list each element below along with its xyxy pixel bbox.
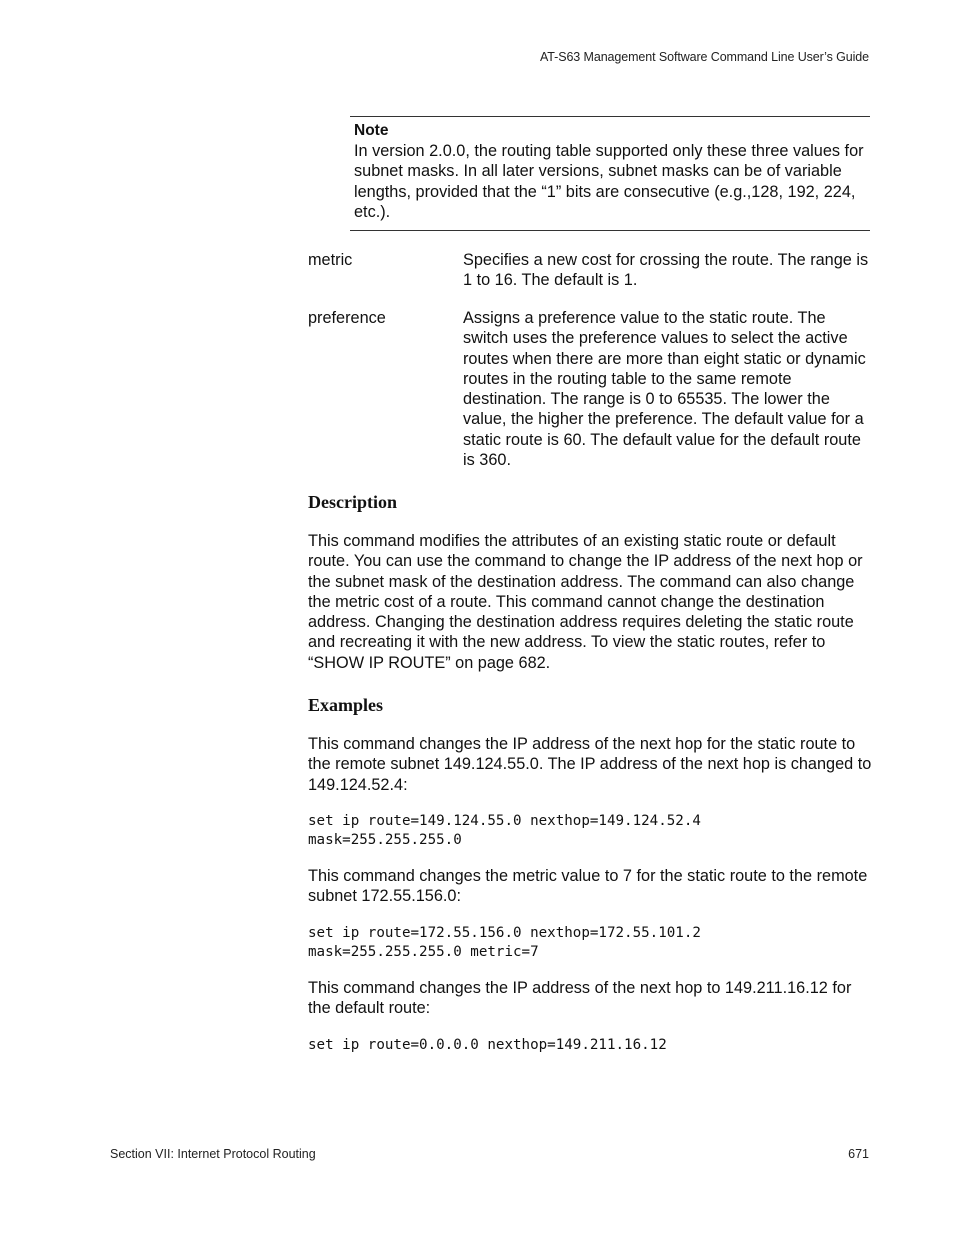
param-name: metric xyxy=(308,251,353,269)
description-heading: Description xyxy=(308,492,397,512)
param-description: Assigns a preference value to the static route. The switch uses the preference values to select the active routes when there are more than eight static or dynamic routes in the routing table to the same remote destination. The range is 0 to 65535. The lower the value, the higher the preference. The default value for a static route is 60. The default value for the default route is 360. xyxy=(463,309,866,470)
description-text: This command modifies the attributes of an existing static route or default route. You can use the command to change the IP address of the next hop or the subnet mask of the destination address. The command can also change the metric cost of a route. This command cannot change the destination address. Changing the destination address requires deleting the static route and recreating it with the new address. To view the static routes, refer to “SHOW IP ROUTE” on page 682. xyxy=(308,532,863,672)
example-text: This command changes the IP address of the next hop to 149.211.16.12 for the default route: xyxy=(308,979,852,1018)
example-code: set ip route=149.124.55.0 nexthop=149.124.52.4 mask=255.255.255.0 xyxy=(308,813,701,848)
running-header: AT-S63 Management Software Command Line User’s Guide xyxy=(540,50,869,64)
example-text: This command changes the metric value to 7 for the static route to the remote subnet 172.55.156.0: xyxy=(308,867,868,906)
example-code: set ip route=172.55.156.0 nexthop=172.55.101.2 mask=255.255.255.0 metric=7 xyxy=(308,925,701,960)
page-number: 671 xyxy=(848,1147,869,1161)
param-name: preference xyxy=(308,309,386,327)
note-text: In version 2.0.0, the routing table supported only these three values for subnet masks. In all later versions, subnet masks can be of variable lengths, provided that the “1” bits are consecutive (e.g.,128, 192, 224, etc.). xyxy=(354,142,864,222)
note-title: Note xyxy=(354,122,389,139)
note-box xyxy=(350,116,870,231)
example-text: This command changes the IP address of the next hop for the static route to the remote subnet 149.124.55.0. The IP address of the next hop is changed to 149.124.52.4: xyxy=(308,735,872,794)
example-code: set ip route=0.0.0.0 nexthop=149.211.16.12 xyxy=(308,1037,667,1053)
examples-heading: Examples xyxy=(308,695,384,715)
footer-section: Section VII: Internet Protocol Routing xyxy=(110,1147,316,1161)
param-description: Specifies a new cost for crossing the route. The range is 1 to 16. The default is 1. xyxy=(463,251,869,290)
